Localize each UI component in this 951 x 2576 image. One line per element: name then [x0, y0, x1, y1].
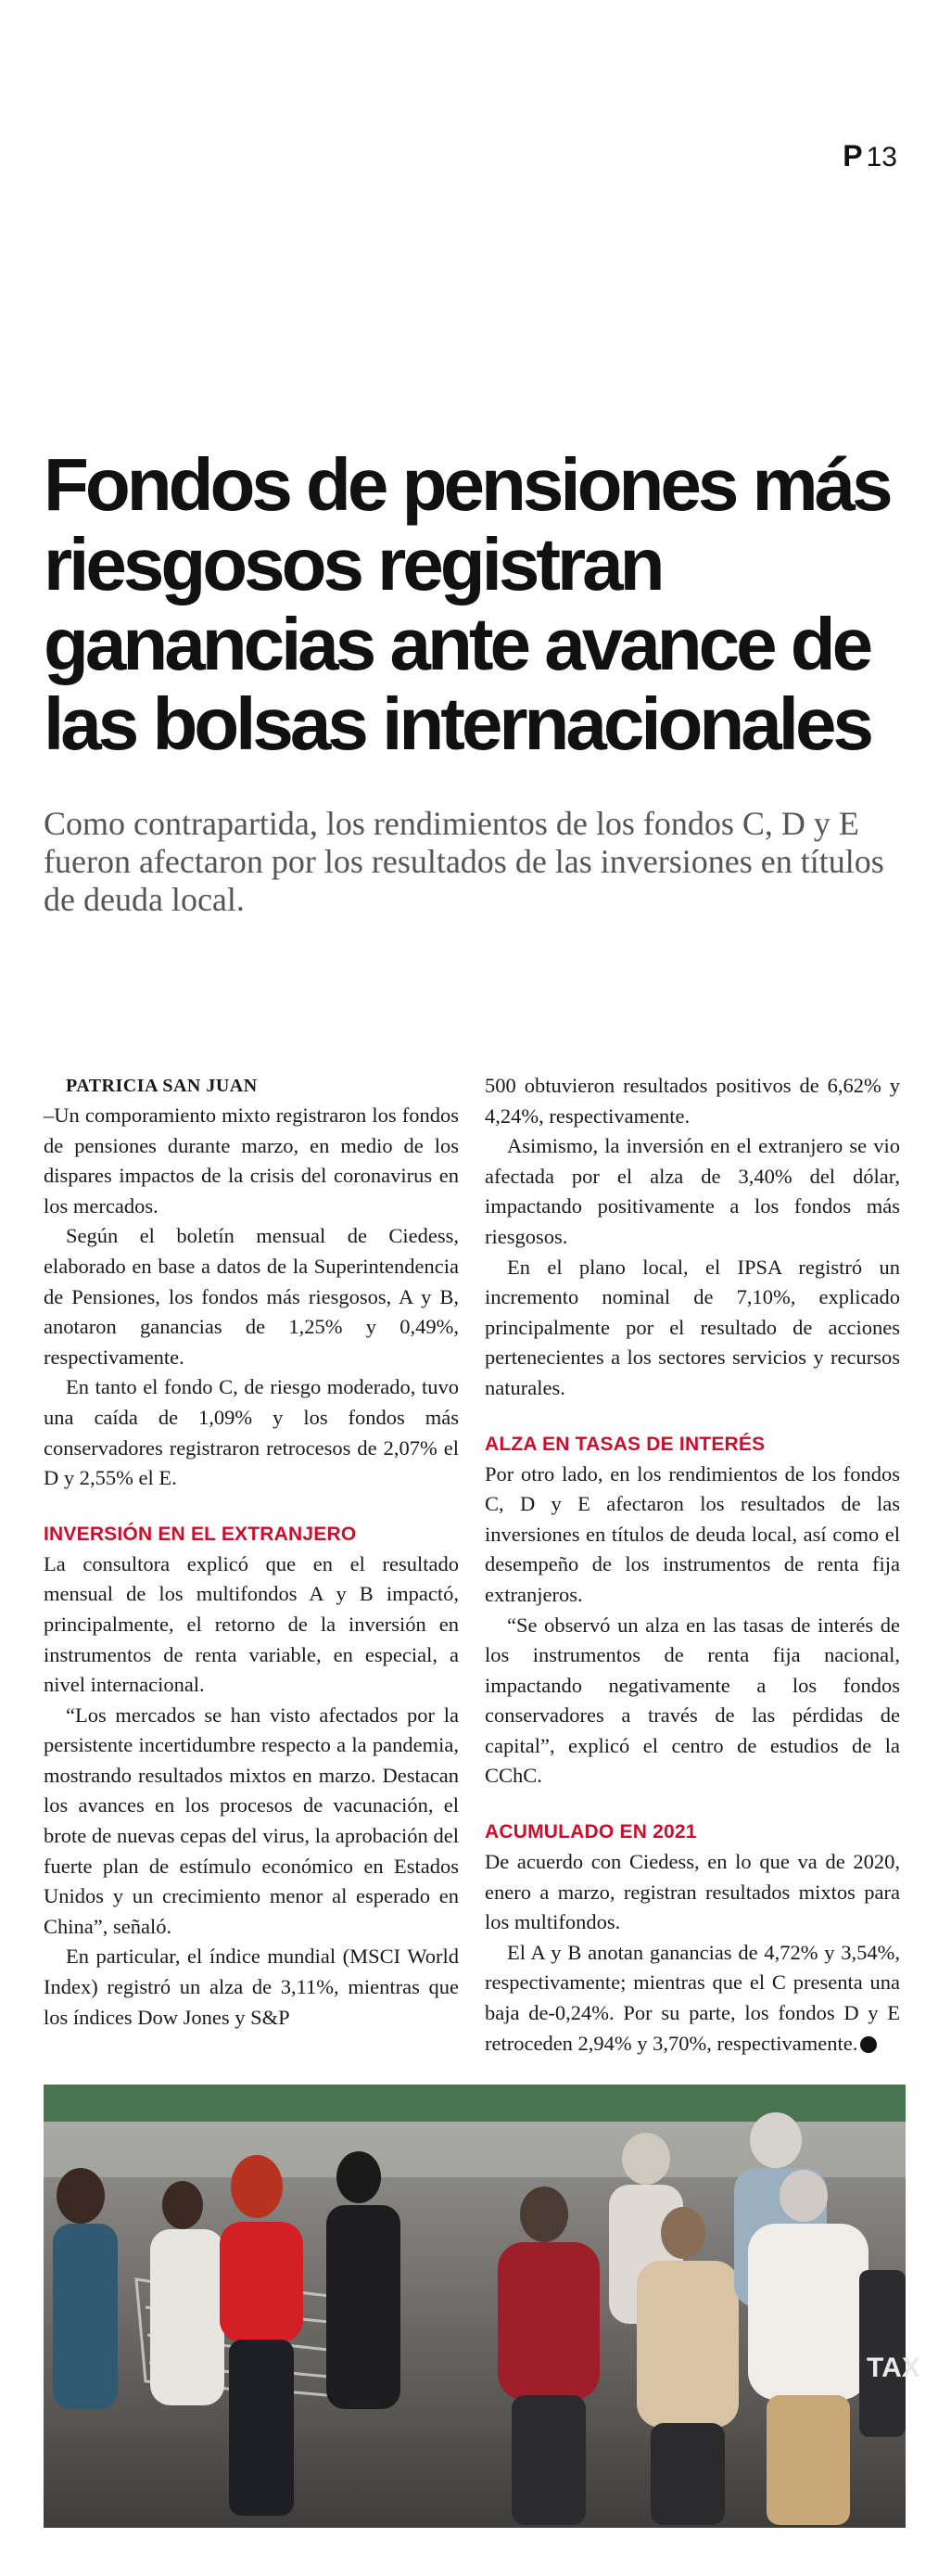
paragraph: De acuerdo con Ciedess, en lo que va de 2020, enero a marzo, registran resultados mixtos para los multifondos.: [485, 1850, 900, 1934]
deck-subtitle: Como contrapartida, los rendimientos de los fondos C, D y E fueron afectaron por los resultados de las inversiones en títulos de deuda local.: [44, 805, 884, 918]
subhead-acumulado: ACUMULADO EN 2021: [485, 1821, 697, 1843]
paragraph: En el plano local, el IPSA registró un incremento nominal de 7,10%, explicado principalmente por el resultado de acciones pertenecientes a los sectores servicios y recursos naturales.: [485, 1255, 900, 1399]
page-marker: P: [843, 139, 863, 172]
photo-sign-text: TAX: [867, 2353, 920, 2383]
paragraph: –Un comporamiento mixto registraron los fondos de pensiones durante marzo, en medio de los dispares impactos de la crisis del coronavirus en los mercados.: [44, 1103, 459, 1218]
paragraph: Según el boletín mensual de Ciedess, elaborado en base a datos de la Superintendencia de Pensiones, los fondos más riesgosos, A y B, anotaron ganancias de 1,25% y 0,49%, respectivamente.: [44, 1224, 459, 1369]
headline: Fondos de pensiones más riesgosos registran ganancias ante avance de las bolsas internacionales: [44, 443, 890, 765]
paragraph: En tanto el fondo C, de riesgo moderado, tuvo una caída de 1,09% y los fondos más conservadores registraron retrocesos de 2,07% el D y 2,55% el E.: [44, 1375, 459, 1490]
paragraph: “Se observó un alza en las tasas de interés de los instrumentos de renta fija nacional, impactando negativamente a los fondos conservadores a través de las pérdidas de capital”, explicó el centro de estudios de la CChC.: [485, 1613, 900, 1788]
page-number: [843, 139, 897, 173]
photo-people-shopping-masks-icon: [44, 2085, 920, 2528]
byline: PATRICIA SAN JUAN: [66, 1076, 258, 1096]
paragraph: Por otro lado, en los rendimientos de los fondos C, D y E afectaron los resultados de las inversiones en títulos de deuda local, así como el desempeño de los instrumentos de renta fija extranjeros.: [485, 1461, 900, 1606]
paragraph: “Los mercados se han visto afectados por la persistente incertidumbre respecto a la pandemia, mostrando resultados mixtos en marzo. Destacan los avances en los procesos de vacunación, el brote de nuevas cepas del virus, la aprobación del fuerte plan de estímulo económico en Estados Unidos y un crecimiento menor al esperado en China”, señaló.: [44, 1702, 459, 1938]
paragraph: [485, 1938, 900, 2059]
subhead-alza: ALZA EN TASAS DE INTERÉS: [485, 1433, 766, 1455]
article-column-left: [44, 1071, 459, 2033]
paragraph: Asimismo, la inversión en el extranjero se vio afectada por el alza de 3,40% del dólar, impactando positivamente a los fondos más riesgosos.: [485, 1134, 900, 1248]
paragraph: En particular, el índice mundial (MSCI World Index) registró un alza de 3,11%, mientras que los índices Dow Jones y S&P: [44, 1945, 459, 2029]
paragraph: 500 obtuvieron resultados positivos de 6,62% y 4,24%, respectivamente.: [485, 1074, 900, 1128]
article-photo: [44, 2085, 920, 2528]
page-number-value: 13: [866, 142, 897, 172]
paragraph-text: El A y B anotan ganancias de 4,72% y 3,54%, respectivamente; mientras que el C presenta una baja de-0,24%. Por su parte, los fondos D y E retroceden 2,94% y 3,70%, respectivamente.: [485, 1940, 900, 2055]
subhead-inversion: INVERSIÓN EN EL EXTRANJERO: [44, 1523, 357, 1545]
article-column-right: [485, 1071, 900, 2059]
end-mark-icon: P: [860, 2036, 877, 2053]
paragraph: La consultora explicó que en el resultado mensual de los multifondos A y B impactó, principalmente, el retorno de la inversión en instrumentos de renta variable, en especial, a nivel internacional.: [44, 1551, 459, 1697]
